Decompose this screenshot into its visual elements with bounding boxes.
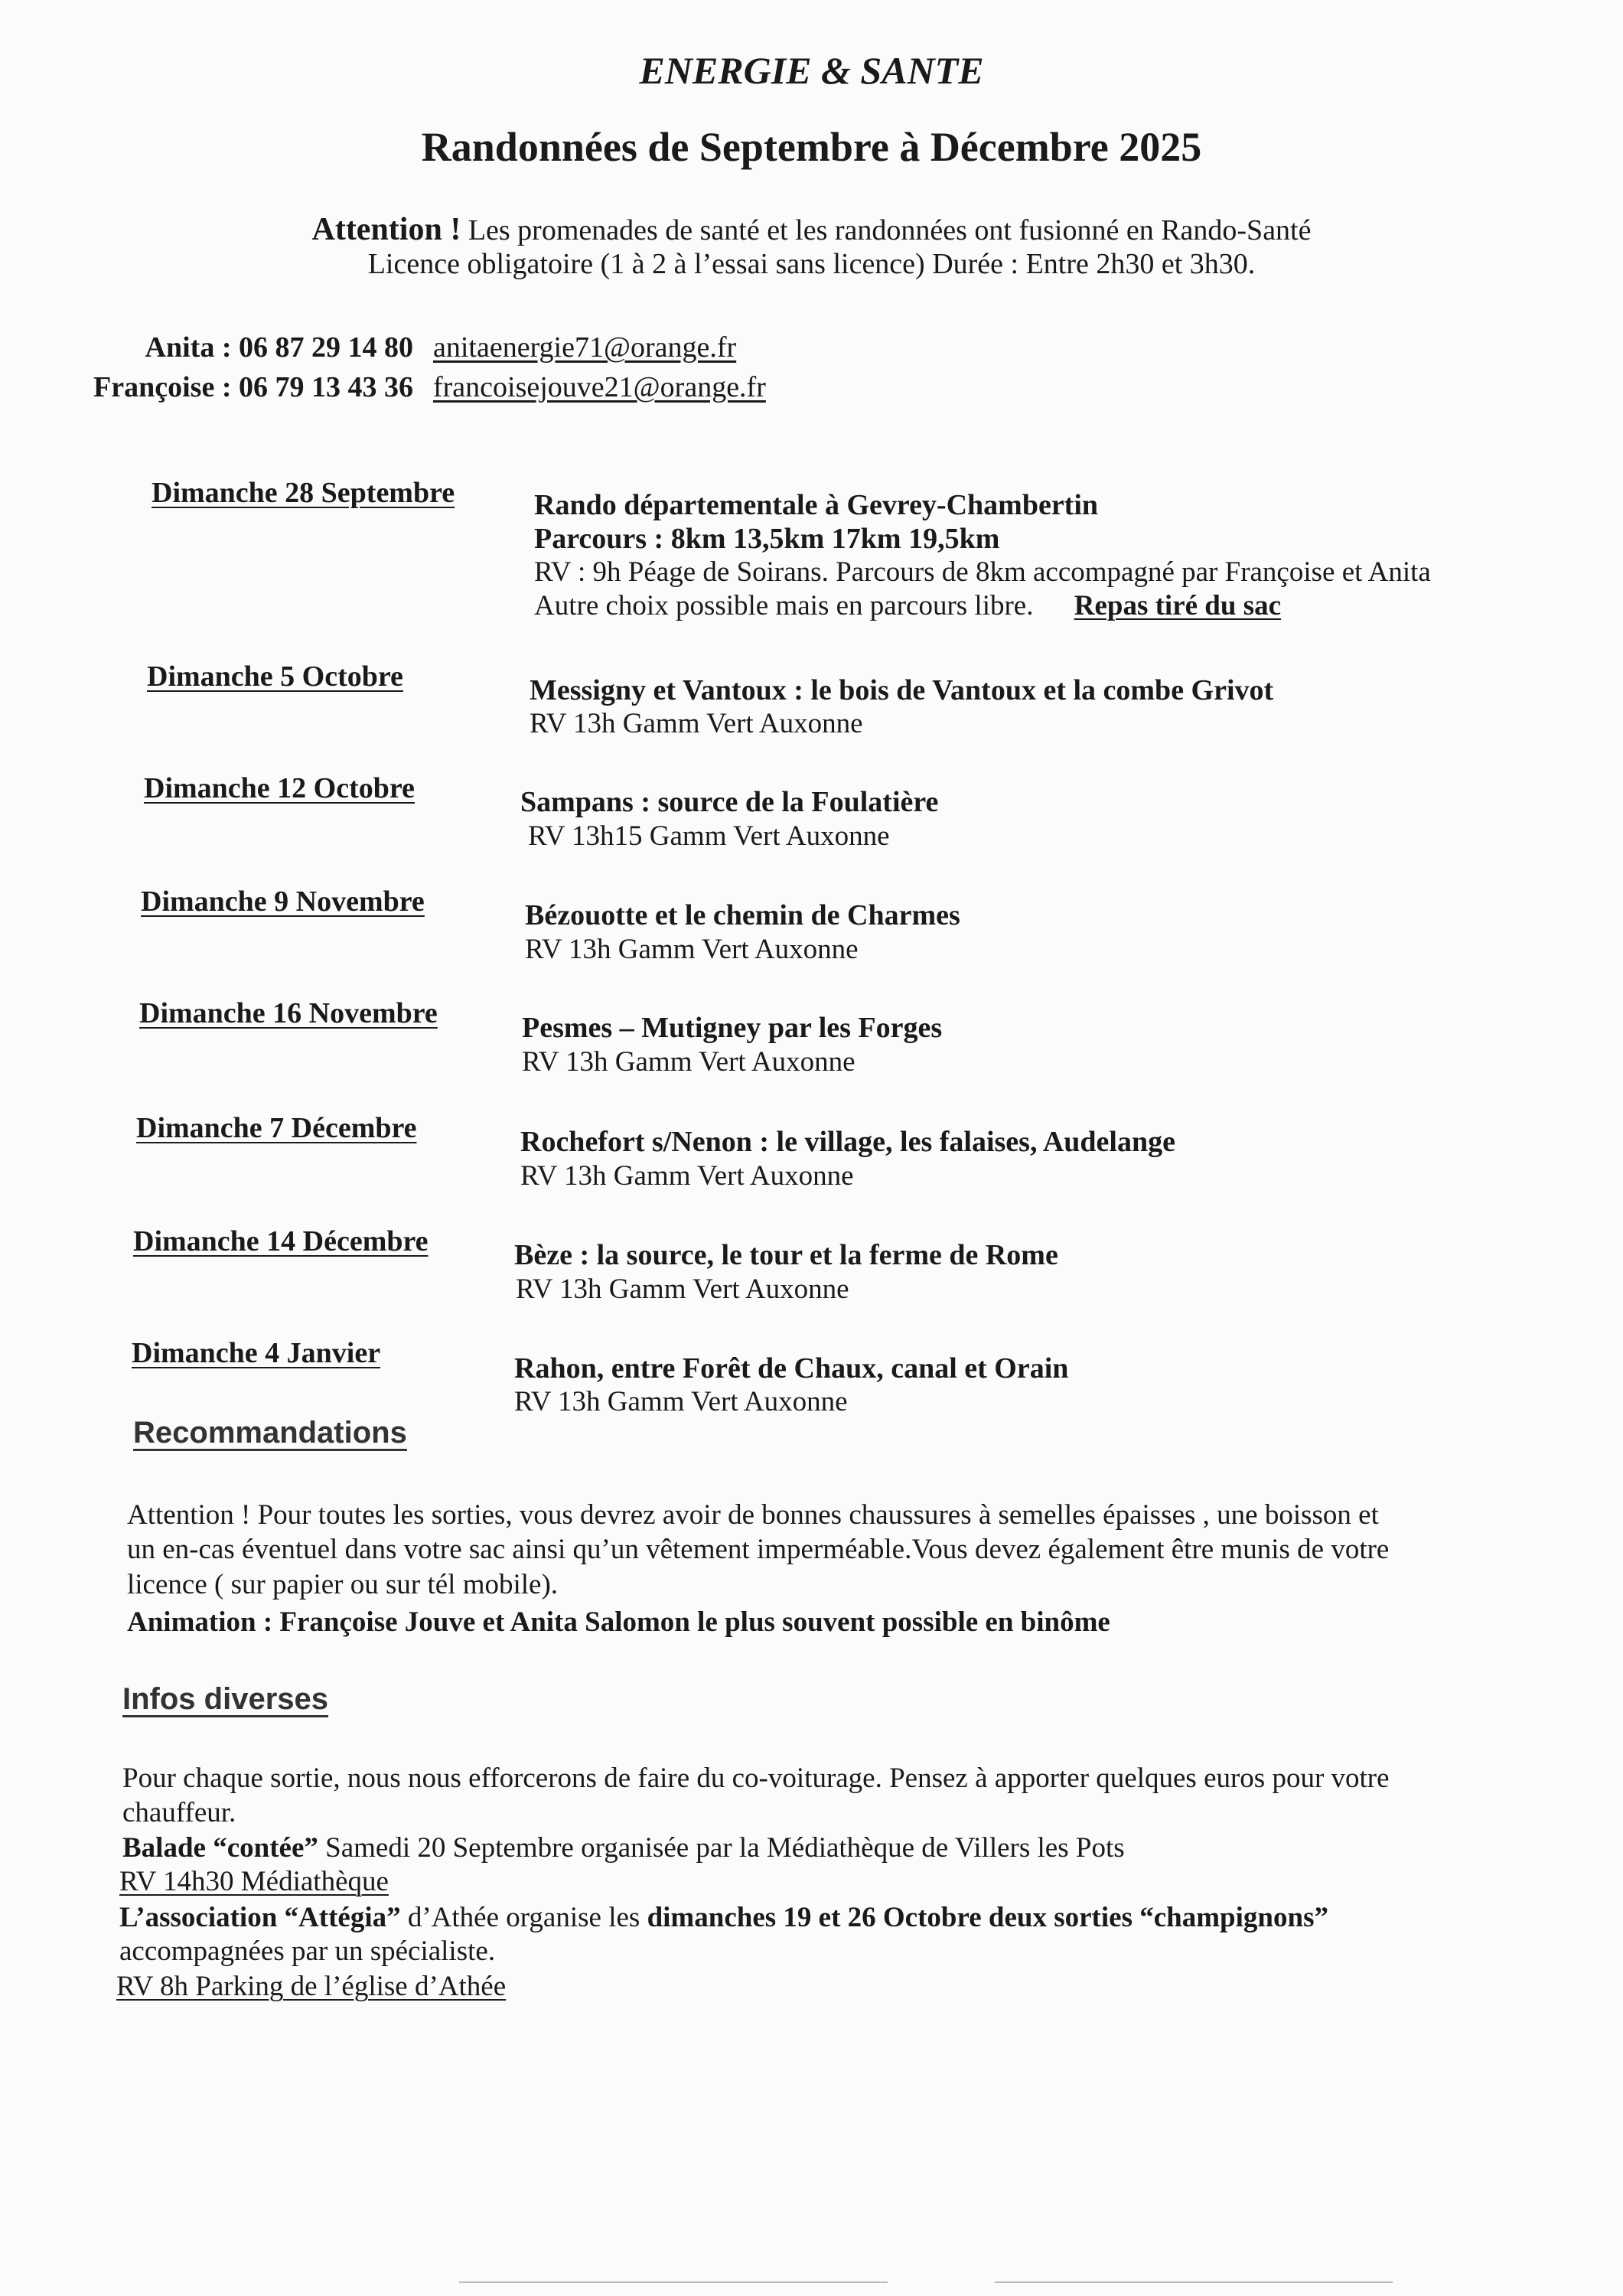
- section-heading-recommandations: Recommandations: [133, 1416, 407, 1450]
- scan-line: [459, 2281, 888, 2283]
- assoc-dates: dimanches 19 et 26 Octobre deux sorties “champignons”: [647, 1902, 1328, 1933]
- event-rv: RV 13h Gamm Vert Auxonne: [525, 934, 859, 965]
- event-title: Bézouotte et le chemin de Charmes: [525, 899, 960, 931]
- event-meal: Repas tiré du sac: [1074, 590, 1282, 621]
- notice-line-2: Licence obligatoire (1 à 2 à l’essai sans licence) Durée : Entre 2h30 et 3h30.: [367, 248, 1256, 280]
- contact-francoise: [0, 370, 766, 406]
- contact-anita: [0, 331, 736, 366]
- assoc-line: [119, 1901, 1328, 1935]
- event-date: Dimanche 5 Octobre: [147, 660, 403, 693]
- event-rv: RV 13h Gamm Vert Auxonne: [530, 708, 863, 739]
- event-rv: RV : 9h Péage de Soirans. Parcours de 8km accompagné par Françoise et Anita: [534, 556, 1431, 588]
- event-rv: RV 13h15 Gamm Vert Auxonne: [528, 820, 890, 852]
- reco-line-1: Attention ! Pour toutes les sorties, vous devrez avoir de bonnes chaussures à semelles épaisses , une boisson et: [127, 1499, 1379, 1531]
- event-title: Rahon, entre Forêt de Chaux, canal et Orain: [514, 1352, 1069, 1384]
- event-date: Dimanche 9 Novembre: [141, 885, 425, 918]
- balade-title: Balade “contée”: [122, 1832, 318, 1864]
- contact-anita-email[interactable]: anitaenergie71@orange.fr: [433, 331, 737, 364]
- event-title: Rando départementale à Gevrey-Chambertin: [534, 489, 1099, 521]
- infos-line-1: Pour chaque sortie, nous nous efforcerons de faire du co-voiturage. Pensez à apporter quelques euros pour votre: [122, 1763, 1390, 1794]
- assoc-text: d’Athée organise les: [407, 1902, 640, 1933]
- event-title: Rochefort s/Nenon : le village, les falaises, Audelange: [520, 1126, 1175, 1158]
- event-title: Sampans : source de la Foulatière: [520, 786, 939, 818]
- assoc-line-2: accompagnées par un spécialiste.: [119, 1936, 496, 1967]
- event-title: Bèze : la source, le tour et la ferme de Rome: [514, 1239, 1058, 1271]
- reco-line-3: licence ( sur papier ou sur tél mobile).: [127, 1569, 559, 1600]
- balade-rv: RV 14h30 Médiathèque: [119, 1866, 389, 1897]
- event-parcours: Parcours : 8km 13,5km 17km 19,5km: [534, 523, 1000, 555]
- reco-line-2: un en-cas éventuel dans votre sac ainsi qu’un vêtement imperméable.Vous devez également être munis de votre: [127, 1534, 1390, 1565]
- event-date: Dimanche 14 Décembre: [133, 1225, 429, 1257]
- event-date: Dimanche 16 Novembre: [139, 997, 438, 1029]
- event-title: Messigny et Vantoux : le bois de Vantoux et la combe Grivot: [530, 674, 1274, 706]
- balade-line: [122, 1831, 1125, 1865]
- contact-francoise-label: Françoise : 06 79 13 43 36: [93, 371, 413, 403]
- notice-attention: Attention !: [311, 212, 461, 247]
- event-title: Pesmes – Mutigney par les Forges: [522, 1012, 943, 1044]
- event-rv: RV 13h Gamm Vert Auxonne: [516, 1274, 849, 1305]
- section-heading-infos: Infos diverses: [122, 1682, 329, 1716]
- event-choice-line: [534, 589, 1281, 623]
- notice-line-1: [0, 210, 1623, 249]
- reco-animation: Animation : Françoise Jouve et Anita Salomon le plus souvent possible en binôme: [127, 1606, 1110, 1638]
- scan-line: [995, 2281, 1393, 2283]
- event-date: Dimanche 28 Septembre: [152, 477, 455, 509]
- balade-details: Samedi 20 Septembre organisée par la Médiathèque de Villers les Pots: [325, 1832, 1125, 1864]
- event-date: Dimanche 7 Décembre: [136, 1112, 417, 1144]
- notice-text-1: Les promenades de santé et les randonnées ont fusionné en Rando-Santé: [468, 214, 1312, 246]
- event-rv: RV 13h Gamm Vert Auxonne: [514, 1386, 848, 1417]
- organization-title: ENERGIE & SANTE: [639, 49, 984, 92]
- contact-francoise-email[interactable]: francoisejouve21@orange.fr: [433, 371, 766, 403]
- infos-line-2: chauffeur.: [122, 1797, 236, 1828]
- contact-anita-label: Anita : 06 87 29 14 80: [145, 331, 413, 364]
- assoc-rv: RV 8h Parking de l’église d’Athée: [116, 1971, 507, 2002]
- event-date: Dimanche 4 Janvier: [132, 1337, 381, 1369]
- event-choice: Autre choix possible mais en parcours libre.: [534, 590, 1034, 621]
- assoc-name: L’association “Attégia”: [119, 1902, 401, 1933]
- page-title: Randonnées de Septembre à Décembre 2025: [421, 124, 1202, 170]
- event-rv: RV 13h Gamm Vert Auxonne: [522, 1046, 855, 1078]
- event-rv: RV 13h Gamm Vert Auxonne: [520, 1160, 854, 1192]
- event-date: Dimanche 12 Octobre: [144, 772, 415, 804]
